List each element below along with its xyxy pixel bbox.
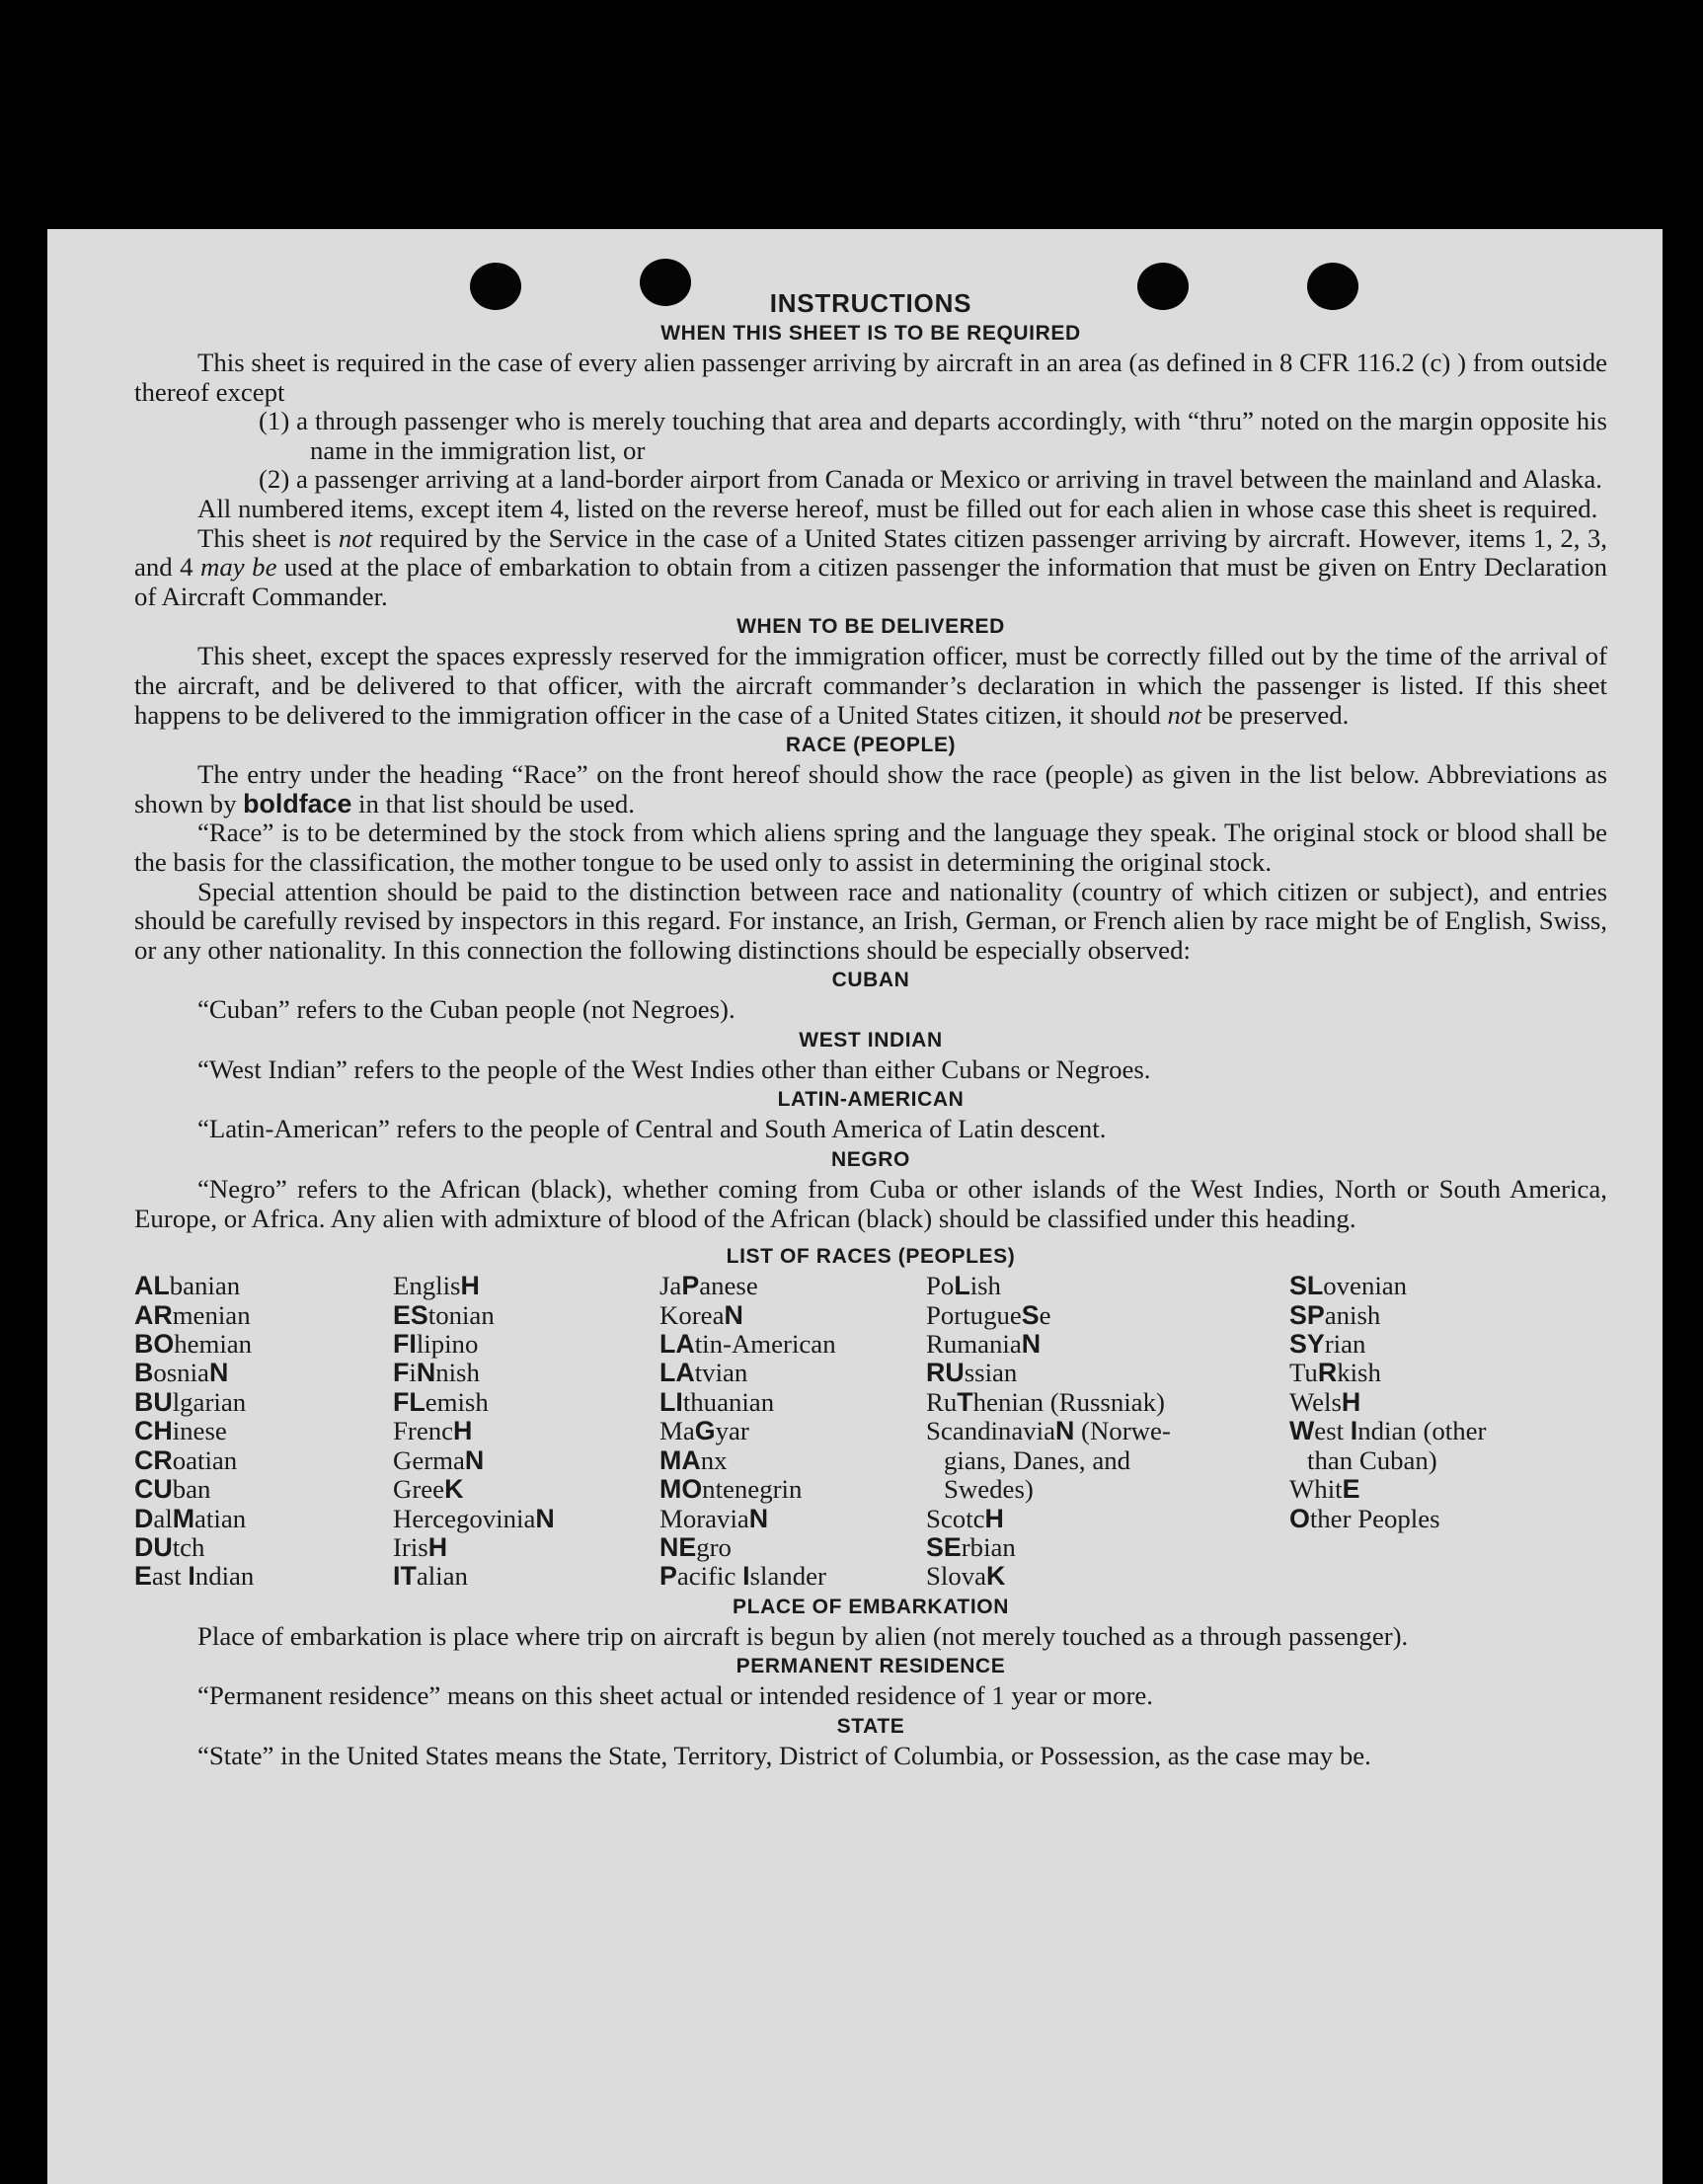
race-entry xyxy=(926,1388,1289,1417)
section-heading: WHEN TO BE DELIVERED xyxy=(736,615,1005,639)
race-text: ther Peoples xyxy=(1309,1503,1440,1533)
race-text: Ru xyxy=(926,1386,958,1417)
race-entry xyxy=(393,1533,659,1562)
race-text: Moravia xyxy=(659,1503,749,1533)
race-text: Frenc xyxy=(393,1416,454,1446)
race-entry xyxy=(926,1475,1289,1504)
race-text: ssian xyxy=(964,1358,1018,1388)
race-abbreviation: CH xyxy=(134,1416,173,1446)
race-abbreviation: SP xyxy=(1289,1299,1325,1330)
race-text: ish xyxy=(969,1271,1001,1301)
race-abbreviation: N xyxy=(416,1358,436,1388)
race-text: banian xyxy=(169,1271,241,1301)
race-text: tin-American xyxy=(694,1329,836,1360)
race-abbreviation: AR xyxy=(134,1299,173,1330)
race-entry xyxy=(393,1562,659,1591)
race-abbreviation: SY xyxy=(1289,1329,1325,1360)
race-entry xyxy=(1289,1446,1576,1475)
race-text: ban xyxy=(172,1474,211,1505)
race-text: e xyxy=(1039,1299,1051,1330)
race-text: Ma xyxy=(659,1416,695,1446)
race-entry xyxy=(659,1533,926,1562)
text-run: in that list should be used. xyxy=(351,788,635,819)
race-entry xyxy=(393,1301,659,1330)
race-abbreviation: MA xyxy=(659,1444,701,1475)
race-entry xyxy=(393,1475,659,1504)
race-text: Tu xyxy=(1289,1358,1318,1388)
race-text: tonian xyxy=(427,1299,495,1330)
race-text: al xyxy=(153,1503,173,1533)
race-text: Korea xyxy=(659,1299,725,1330)
race-entry xyxy=(134,1272,393,1300)
race-abbreviation: CU xyxy=(134,1474,173,1505)
race-text: tch xyxy=(172,1531,205,1562)
race-text: hemian xyxy=(174,1329,253,1360)
race-abbreviation: N xyxy=(748,1503,769,1533)
race-abbreviation: BO xyxy=(134,1329,175,1360)
race-text: thuanian xyxy=(682,1386,775,1417)
paragraph: “Race” is to be determined by the stock from which aliens spring and the language they speak. The original stock or blood shall be the basis for the classification, the mother tongue to be used only to assist in determining the original stock. xyxy=(134,818,1607,877)
race-entry xyxy=(659,1562,926,1591)
race-abbreviation: ES xyxy=(393,1299,428,1330)
race-text: than Cuban) xyxy=(1307,1444,1437,1475)
race-abbreviation: M xyxy=(172,1503,195,1533)
race-abbreviation: E xyxy=(1342,1474,1360,1505)
race-entry xyxy=(659,1388,926,1417)
race-entry xyxy=(659,1359,926,1387)
race-abbreviation: H xyxy=(984,1503,1004,1533)
race-entry xyxy=(393,1446,659,1475)
race-abbreviation: B xyxy=(134,1358,154,1388)
race-column xyxy=(926,1272,1289,1591)
paragraph: “State” in the United States means the State, Territory, District of Columbia, or Possession, as the case may be. xyxy=(197,1740,1371,1770)
race-text: tvian xyxy=(694,1358,748,1388)
race-text: osnia xyxy=(153,1358,209,1388)
race-text: (Norwe- xyxy=(1074,1416,1171,1446)
race-abbreviation: N xyxy=(1021,1329,1042,1360)
race-text: est xyxy=(1314,1416,1351,1446)
text-run: required by the Service in the case of a United States citizen passenger arriving by aircraft. However, items 1, 2, 3, and 4 xyxy=(134,522,1607,583)
race-abbreviation: G xyxy=(694,1416,716,1446)
section-heading: NEGRO xyxy=(830,1148,910,1172)
race-entry xyxy=(926,1359,1289,1387)
race-text: lgarian xyxy=(172,1386,247,1417)
race-column xyxy=(659,1272,926,1591)
section-heading: LATIN-AMERICAN xyxy=(777,1088,965,1112)
race-abbreviation: AL xyxy=(134,1271,170,1301)
race-text: Po xyxy=(926,1271,955,1301)
race-abbreviation: FL xyxy=(393,1386,426,1417)
race-text: nish xyxy=(435,1358,480,1388)
race-abbreviation: MO xyxy=(659,1474,703,1505)
race-abbreviation: W xyxy=(1289,1416,1315,1446)
race-abbreviation: L xyxy=(954,1271,970,1301)
race-entry xyxy=(659,1505,926,1533)
race-entry xyxy=(393,1388,659,1417)
race-abbreviation: N xyxy=(208,1358,229,1388)
race-text: Wels xyxy=(1289,1386,1342,1417)
race-text: henian (Russniak) xyxy=(972,1386,1165,1417)
race-abbreviation: K xyxy=(986,1561,1006,1592)
paragraph: This sheet is required in the case of every alien passenger arriving by aircraft in an area (as defined in 8 CFR 116.2 (c) ) from outside thereof except xyxy=(134,348,1607,407)
race-text: atian xyxy=(194,1503,247,1533)
race-abbreviation: P xyxy=(681,1271,700,1301)
race-entry xyxy=(1289,1475,1576,1504)
race-entry xyxy=(134,1330,393,1359)
race-text: Iris xyxy=(393,1531,428,1562)
race-text: ntenegrin xyxy=(702,1474,803,1505)
race-entry xyxy=(659,1272,926,1300)
paragraph: “Negro” refers to the African (black), whether coming from Cuba or other islands of the West Indies, North or South America, Europe, or Africa. Any alien with admixture of blood of the African (black) should be classified under this heading. xyxy=(134,1174,1607,1233)
text-run: This sheet is xyxy=(197,522,339,553)
bold-run: boldface xyxy=(243,788,352,819)
race-abbreviation: N xyxy=(464,1444,485,1475)
race-abbreviation: H xyxy=(427,1531,448,1562)
race-entry xyxy=(659,1417,926,1445)
race-abbreviation: F xyxy=(393,1358,410,1388)
race-abbreviation: NE xyxy=(659,1531,697,1562)
race-text: yar xyxy=(715,1416,749,1446)
race-abbreviation: SL xyxy=(1289,1271,1324,1301)
section-heading: STATE xyxy=(836,1714,905,1738)
race-text: rian xyxy=(1324,1329,1366,1360)
race-entry xyxy=(134,1417,393,1445)
race-entry xyxy=(393,1272,659,1300)
race-abbreviation: H xyxy=(453,1416,473,1446)
race-text: ndian (other xyxy=(1357,1416,1487,1446)
race-abbreviation: K xyxy=(444,1474,464,1505)
race-entry xyxy=(659,1330,926,1359)
paragraph: Special attention should be paid to the distinction between race and nationality (country of which citizen or subject), and entries should be carefully revised by inspectors in this regard. For instance, an Irish, German, or French alien by race might be of English, Swiss, or any other nationality. In this connection the following distinctions should be especially observed: xyxy=(134,876,1607,965)
race-entry xyxy=(926,1417,1289,1445)
race-entry xyxy=(393,1330,659,1359)
race-entry xyxy=(1289,1330,1576,1359)
race-abbreviation: FI xyxy=(393,1329,417,1360)
race-entry xyxy=(926,1505,1289,1533)
paragraph: “Permanent residence” means on this sheet actual or intended residence of 1 year or more. xyxy=(197,1680,1154,1711)
race-abbreviation: DU xyxy=(134,1531,173,1562)
race-text: gro xyxy=(696,1531,732,1562)
race-entry xyxy=(393,1359,659,1387)
race-text: Whit xyxy=(1289,1474,1343,1505)
race-column xyxy=(393,1272,659,1591)
race-abbreviation: S xyxy=(1021,1299,1040,1330)
race-entry xyxy=(134,1533,393,1562)
race-column xyxy=(134,1272,393,1591)
race-abbreviation: IT xyxy=(393,1561,417,1592)
race-entry xyxy=(134,1446,393,1475)
race-entry xyxy=(134,1388,393,1417)
section-heading: WHEN THIS SHEET IS TO BE REQUIRED xyxy=(660,322,1081,345)
section-heading: CUBAN xyxy=(831,969,910,992)
list-item: (1) a through passenger who is merely touching that area and departs accordingly, with “thru” noted on the margin opposite his name in the immigration list, or xyxy=(259,406,1607,465)
paragraph: “Latin-American” refers to the people of Central and South America of Latin descent. xyxy=(197,1114,1107,1144)
paragraph xyxy=(134,642,1607,730)
race-abbreviation: N xyxy=(724,1299,743,1330)
race-text: Rumania xyxy=(926,1329,1022,1360)
race-text: nx xyxy=(700,1444,728,1475)
page-title: INSTRUCTIONS xyxy=(769,288,972,318)
race-entry xyxy=(134,1475,393,1504)
race-text: Scotc xyxy=(926,1503,985,1533)
race-entry xyxy=(659,1475,926,1504)
paragraph: All numbered items, except item 4, listed on the reverse hereof, must be filled out for each alien in whose case this sheet is required. xyxy=(197,493,1598,523)
italic-run: not xyxy=(338,522,373,553)
race-abbreviation: T xyxy=(957,1386,973,1417)
race-entry xyxy=(1289,1359,1576,1387)
race-entry xyxy=(1289,1388,1576,1417)
race-text: inese xyxy=(172,1416,227,1446)
race-text: oatian xyxy=(172,1444,238,1475)
race-text: emish xyxy=(425,1386,489,1417)
race-abbreviation: RU xyxy=(926,1358,965,1388)
paragraph: “West Indian” refers to the people of the West Indies other than either Cubans or Negroes. xyxy=(197,1053,1151,1084)
paragraph xyxy=(134,524,1607,612)
race-text: menian xyxy=(172,1299,251,1330)
race-abbreviation: D xyxy=(134,1503,154,1533)
race-abbreviation: SE xyxy=(926,1531,962,1562)
race-text: i xyxy=(409,1358,417,1388)
race-text: acific xyxy=(676,1561,743,1592)
race-abbreviation: N xyxy=(535,1503,555,1533)
race-text: ovenian xyxy=(1323,1271,1408,1301)
race-abbreviation: E xyxy=(134,1561,152,1592)
race-abbreviation: LA xyxy=(659,1329,695,1360)
race-text: rbian xyxy=(961,1531,1016,1562)
race-text: slander xyxy=(749,1561,826,1592)
race-abbreviation: O xyxy=(1289,1503,1310,1533)
race-text: ast xyxy=(151,1561,189,1592)
race-text: gians, Danes, and xyxy=(944,1444,1131,1475)
list-item: (2) a passenger arriving at a land-border airport from Canada or Mexico or arriving in travel between the mainland and Alaska. xyxy=(259,464,1602,495)
race-entry xyxy=(134,1562,393,1591)
race-text: Gree xyxy=(393,1474,445,1505)
race-entry xyxy=(393,1417,659,1445)
race-abbreviation: H xyxy=(460,1271,480,1301)
race-abbreviation: I xyxy=(1350,1416,1358,1446)
race-entry xyxy=(1289,1301,1576,1330)
race-abbreviation: LA xyxy=(659,1358,695,1388)
instructions-content xyxy=(134,288,1607,1771)
race-entry xyxy=(1289,1272,1576,1300)
section-heading: RACE (PEOPLE) xyxy=(785,734,957,757)
race-entry xyxy=(393,1505,659,1533)
section-heading: PERMANENT RESIDENCE xyxy=(735,1655,1006,1678)
race-entry xyxy=(926,1533,1289,1562)
race-entry xyxy=(134,1301,393,1330)
race-entry xyxy=(926,1301,1289,1330)
race-entry xyxy=(926,1446,1289,1475)
race-abbreviation: I xyxy=(188,1561,195,1592)
race-entry xyxy=(659,1301,926,1330)
race-text: lipino xyxy=(416,1329,479,1360)
race-abbreviation: R xyxy=(1317,1358,1338,1388)
race-text: Scandinavia xyxy=(926,1416,1055,1446)
race-entry xyxy=(134,1505,393,1533)
paragraph: “Cuban” refers to the Cuban people (not Negroes). xyxy=(197,994,735,1025)
race-text: Hercegovinia xyxy=(393,1503,536,1533)
italic-run: not xyxy=(1167,699,1201,730)
race-column xyxy=(1289,1272,1576,1591)
paragraph xyxy=(134,760,1607,819)
race-entry xyxy=(1289,1505,1576,1533)
race-text: kish xyxy=(1337,1358,1381,1388)
race-text: anish xyxy=(1324,1299,1381,1330)
text-run: The entry under the heading “Race” on the front hereof should show the race (people) as given in the list below. Abbreviations as shown by xyxy=(134,759,1607,819)
race-abbreviation: N xyxy=(1054,1416,1075,1446)
race-entry xyxy=(659,1446,926,1475)
paragraph: Place of embarkation is place where trip on aircraft is begun by alien (not merely touched as a through passenger). xyxy=(197,1620,1409,1651)
race-abbreviation: H xyxy=(1341,1386,1361,1417)
race-abbreviation: LI xyxy=(659,1386,683,1417)
race-abbreviation: BU xyxy=(134,1386,173,1417)
race-entry xyxy=(1289,1417,1576,1445)
race-entry xyxy=(926,1562,1289,1591)
race-entry xyxy=(134,1359,393,1387)
race-text: Slova xyxy=(926,1561,987,1592)
italic-run: may be xyxy=(200,552,277,583)
document-sheet xyxy=(47,229,1663,2184)
race-list xyxy=(134,1272,1607,1591)
text-run: be preserved. xyxy=(1200,699,1350,730)
race-text: Swedes) xyxy=(944,1474,1034,1505)
race-entry xyxy=(926,1272,1289,1300)
race-text: Englis xyxy=(393,1271,461,1301)
race-abbreviation: P xyxy=(659,1561,677,1592)
text-run: This sheet, except the spaces expressly reserved for the immigration officer, must be correctly filled out by the time of the arrival of the aircraft, and be delivered to that officer, with the aircraft commander’s declaration in which the passenger is listed. If this sheet happens to be delivered to the immigration officer in the case of a United States citizen, it should xyxy=(134,641,1607,730)
race-text: alian xyxy=(416,1561,468,1592)
section-heading: WEST INDIAN xyxy=(799,1028,943,1052)
race-text: anese xyxy=(699,1271,758,1301)
race-text: Germa xyxy=(393,1444,465,1475)
race-abbreviation: CR xyxy=(134,1444,173,1475)
race-text: Ja xyxy=(659,1271,682,1301)
section-heading: PLACE OF EMBARKATION xyxy=(733,1595,1009,1618)
section-heading: LIST OF RACES (PEOPLES) xyxy=(726,1245,1016,1269)
text-run: used at the place of embarkation to obtain from a citizen passenger the information that must be given on Entry Declaration of Aircraft Commander. xyxy=(134,552,1607,611)
race-entry xyxy=(926,1330,1289,1359)
race-text: ndian xyxy=(194,1561,255,1592)
race-text: Portugue xyxy=(926,1299,1022,1330)
race-abbreviation: I xyxy=(742,1561,750,1592)
